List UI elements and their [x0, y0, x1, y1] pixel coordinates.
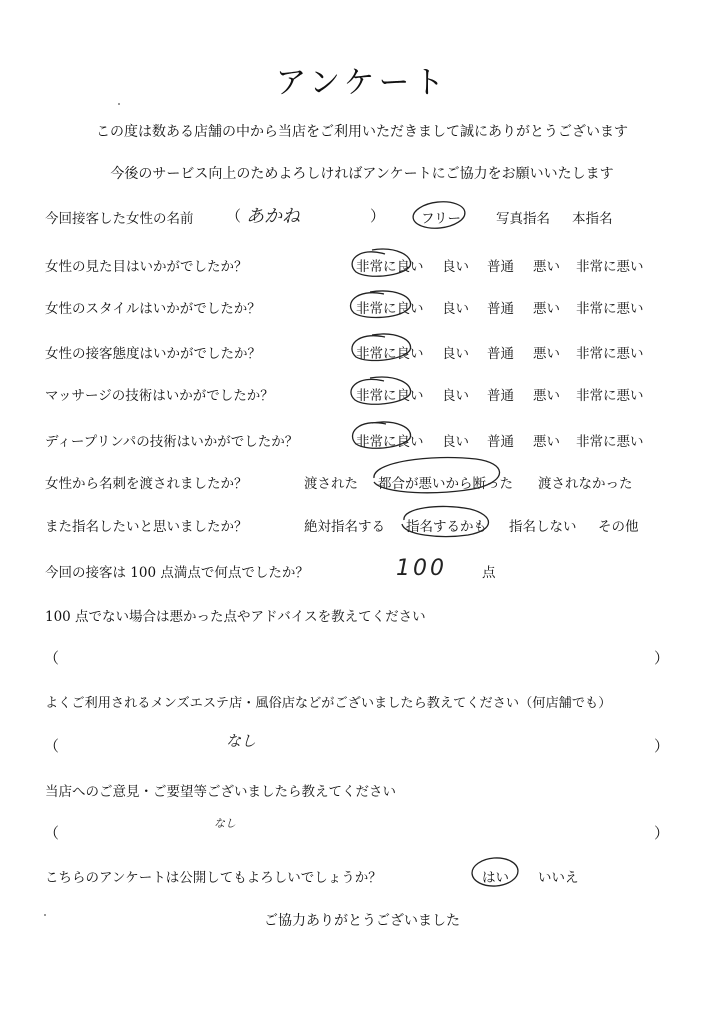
intro-line-1: この度は数ある店舗の中から当店をご利用いただきまして誠にありがとうございます [96, 124, 628, 140]
name-open-paren: （ [226, 207, 242, 225]
advice-question: 100 点でない場合は悪かった点やアドバイスを教えてください [45, 609, 426, 625]
card-option-declined[interactable]: 都合が悪いから断った [378, 476, 513, 492]
rating-option-average[interactable]: 普通 [487, 434, 514, 450]
rating-option-average[interactable]: 普通 [487, 301, 514, 317]
rating-option-bad[interactable]: 悪い [533, 388, 560, 404]
publish-option-no[interactable]: いいえ [538, 870, 579, 886]
selection-circle [402, 506, 489, 536]
rating-option-bad[interactable]: 悪い [533, 346, 560, 362]
other-shops-open-paren: （ [44, 737, 60, 755]
rating-question-massage: マッサージの技術はいかがでしたか？ [45, 388, 274, 404]
selection-circle [471, 856, 519, 887]
rating-question-lymph: ディープリンパの技術はいかがでしたか？ [45, 434, 299, 450]
score-answer[interactable]: 100 [396, 556, 447, 581]
option-regular-nomination[interactable]: 本指名 [572, 211, 613, 227]
rating-option-very-good[interactable]: 非常に良い [356, 259, 424, 275]
card-option-not-received[interactable]: 渡されなかった [538, 476, 633, 492]
advice-close-paren: ） [654, 649, 670, 667]
closing-message: ご協力ありがとうございました [264, 913, 460, 929]
rating-question-attitude: 女性の接客態度はいかがでしたか？ [45, 346, 261, 362]
rating-option-good[interactable]: 良い [442, 346, 469, 362]
renominate-question: また指名したいと思いましたか？ [45, 519, 248, 535]
score-question: 今回の接客は 100 点満点で何点でしたか？ [45, 565, 309, 581]
rating-option-very-bad[interactable]: 非常に悪い [576, 388, 644, 404]
rating-option-very-good[interactable]: 非常に良い [356, 434, 424, 450]
rating-option-average[interactable]: 普通 [487, 259, 514, 275]
rating-option-average[interactable]: 普通 [487, 388, 514, 404]
rating-option-very-good[interactable]: 非常に良い [356, 346, 424, 362]
rating-question-looks: 女性の見た目はいかがでしたか？ [45, 259, 248, 275]
rating-option-very-bad[interactable]: 非常に悪い [576, 346, 644, 362]
selection-circle [352, 334, 411, 360]
name-answer[interactable]: あかね [246, 206, 300, 227]
other-shops-answer[interactable]: なし [226, 732, 257, 750]
renominate-option-maybe[interactable]: 指名するかも [406, 519, 487, 535]
intro-line-2: 今後のサービス向上のためよろしければアンケートにご協力をお願いいたします [110, 166, 614, 182]
advice-open-paren: （ [44, 649, 60, 667]
rating-option-bad[interactable]: 悪い [533, 434, 560, 450]
score-unit: 点 [482, 565, 496, 581]
rating-option-bad[interactable]: 悪い [533, 301, 560, 317]
rating-option-very-bad[interactable]: 非常に悪い [576, 301, 644, 317]
card-option-received[interactable]: 渡された [304, 476, 358, 492]
selection-circle [352, 249, 410, 276]
option-photo-nomination[interactable]: 写真指名 [496, 211, 550, 227]
selection-circle [374, 458, 500, 493]
feedback-open-paren: （ [44, 824, 60, 842]
name-question: 今回接客した女性の名前 [45, 211, 194, 227]
renominate-option-no[interactable]: 指名しない [509, 519, 577, 535]
rating-option-very-good[interactable]: 非常に良い [356, 301, 424, 317]
publish-option-yes[interactable]: はい [482, 870, 509, 886]
feedback-answer[interactable]: なし [214, 817, 236, 830]
rating-option-bad[interactable]: 悪い [533, 259, 560, 275]
rating-question-style: 女性のスタイルはいかがでしたか？ [45, 301, 261, 317]
selection-circle [412, 199, 466, 230]
rating-option-good[interactable]: 良い [442, 434, 469, 450]
rating-option-very-good[interactable]: 非常に良い [356, 388, 424, 404]
feedback-close-paren: ） [654, 824, 670, 842]
card-question: 女性から名刺を渡されましたか？ [45, 476, 248, 492]
survey-title: アンケート [275, 65, 449, 101]
name-close-paren: ） [370, 207, 386, 225]
renominate-option-definitely[interactable]: 絶対指名する [304, 519, 385, 535]
rating-option-good[interactable]: 良い [442, 301, 469, 317]
rating-option-good[interactable]: 良い [442, 259, 469, 275]
selection-circle [351, 291, 411, 317]
selection-circle [351, 377, 411, 404]
publish-question: こちらのアンケートは公開してもよろしいでしょうか？ [45, 870, 382, 886]
selection-circle [353, 422, 411, 448]
rating-option-very-bad[interactable]: 非常に悪い [576, 434, 644, 450]
feedback-question: 当店へのご意見・ご要望等ございましたら教えてください [45, 784, 396, 800]
rating-option-average[interactable]: 普通 [487, 346, 514, 362]
renominate-option-other[interactable]: その他 [598, 519, 639, 535]
rating-option-good[interactable]: 良い [442, 388, 469, 404]
rating-option-very-bad[interactable]: 非常に悪い [576, 259, 644, 275]
other-shops-question: よくご利用されるメンズエステ店・風俗店などがございましたら教えてください（何店舗でも） [45, 696, 612, 711]
other-shops-close-paren: ） [654, 737, 670, 755]
option-free[interactable]: フリー [421, 211, 461, 227]
